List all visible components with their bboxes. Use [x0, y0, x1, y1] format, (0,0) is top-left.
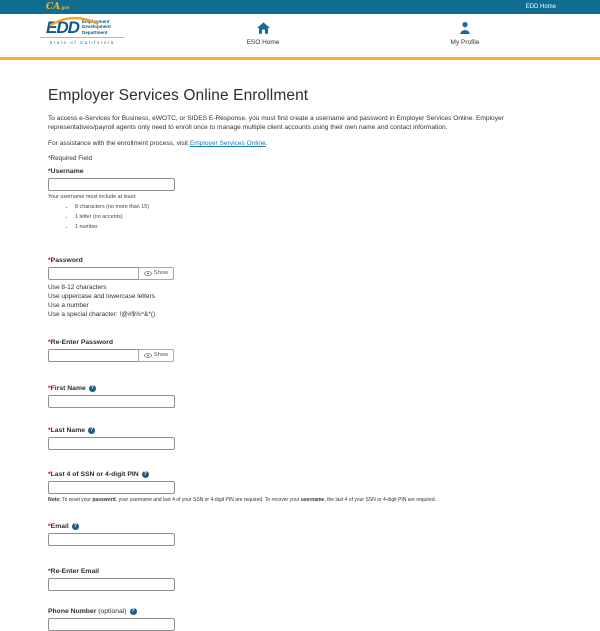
home-icon: [257, 21, 270, 34]
reenter-email-label-text: Re-Enter Email: [50, 567, 100, 575]
required-asterisk: *: [48, 168, 51, 176]
username-input[interactable]: [48, 178, 175, 191]
gov-topbar: [0, 0, 600, 14]
password-label: [48, 257, 555, 264]
edd-logo[interactable]: [40, 19, 124, 45]
username-label: [48, 168, 555, 175]
last-name-label: [48, 427, 555, 434]
assistance-prefix: For assistance with the enrollment process, visit: [48, 140, 190, 148]
username-rule: • 1 number: [75, 224, 555, 230]
edd-state-line: State of California: [40, 37, 124, 45]
ssn-pin-field-group: [48, 471, 555, 503]
email-label: [48, 523, 555, 530]
username-rules-list: [75, 204, 555, 229]
ca-gov-logo[interactable]: [46, 1, 69, 14]
required-asterisk: *: [48, 338, 51, 346]
note-text: , the last 4 of your SSN or 4-digit PIN are required.: [324, 496, 437, 503]
edd-acronym: EDD: [46, 18, 79, 38]
ca-gov-logo-gov: .gov: [60, 4, 70, 10]
required-asterisk: *: [48, 426, 51, 434]
ssn-pin-label: [48, 471, 555, 478]
nav-my-profile-label: My Profile: [450, 39, 480, 46]
username-field-group: [48, 168, 555, 229]
username-rule: • 1 letter (no accents): [75, 214, 555, 220]
username-label-text: Username: [50, 168, 84, 176]
reenter-password-field-group: [48, 339, 555, 362]
assistance-paragraph: [48, 139, 555, 148]
required-asterisk: *: [48, 470, 51, 478]
required-asterisk: *: [48, 155, 51, 163]
phone-help-icon[interactable]: ?: [131, 607, 135, 614]
password-rule: Use a special character: !@#$%^&*(): [48, 310, 156, 318]
first-name-label-text: First Name: [50, 384, 86, 392]
ssn-pin-note: [48, 497, 555, 503]
site-header: [0, 14, 600, 57]
reenter-password-label: [48, 339, 555, 346]
nav-eso-home[interactable]: [228, 21, 298, 46]
edd-dept-line3: Department: [81, 29, 108, 35]
password-rule: Use a number: [48, 301, 89, 309]
reenter-email-input[interactable]: [48, 578, 175, 591]
edd-dept-line2: Development: [81, 24, 111, 30]
phone-input[interactable]: [48, 618, 175, 631]
password-label-text: Password: [50, 256, 83, 264]
reenter-email-label: [48, 568, 555, 575]
first-name-label: [48, 385, 555, 392]
ssn-pin-label-text: Last 4 of SSN or 4-digit PIN: [50, 470, 139, 478]
reenter-password-show-button[interactable]: [138, 349, 174, 362]
page-title: Employer Services Online Enrollment: [48, 87, 309, 104]
nav-eso-home-label: ESO Home: [246, 39, 280, 46]
username-hint: Your username must include at least:: [48, 194, 137, 201]
password-field-group: [48, 257, 555, 319]
ssn-pin-help-icon[interactable]: ?: [143, 470, 147, 477]
phone-label-text: Phone Number: [48, 607, 97, 615]
note-bold: Note:: [48, 496, 61, 503]
email-help-icon[interactable]: ?: [73, 522, 77, 529]
note-text: , your username and last 4 of your SSN or 4-digit PIN are required. To recover your: [115, 496, 301, 503]
ssn-pin-input[interactable]: [48, 481, 175, 494]
required-asterisk: *: [48, 256, 51, 264]
password-rule: Use 8-12 characters: [48, 283, 107, 291]
first-name-help-icon[interactable]: ?: [90, 384, 94, 391]
eye-icon: [144, 353, 152, 358]
phone-label: [48, 608, 555, 615]
password-show-label: Show: [153, 270, 169, 277]
ca-gov-logo-ca: CA: [46, 1, 61, 12]
required-asterisk: *: [48, 522, 51, 530]
reenter-email-field-group: [48, 568, 555, 591]
last-name-field-group: [48, 427, 555, 450]
edd-dept-line1: Employment: [81, 19, 110, 24]
required-field-note: [48, 155, 555, 162]
password-show-button[interactable]: [138, 267, 174, 280]
edd-home-link[interactable]: EDD Home: [525, 4, 556, 10]
required-asterisk: *: [48, 384, 51, 392]
note-bold: password: [92, 496, 116, 503]
main-content: [0, 60, 600, 631]
reenter-password-show-label: Show: [153, 352, 169, 359]
edd-logo-arc: [48, 16, 100, 27]
eye-icon: [144, 271, 152, 276]
email-label-text: Email: [50, 522, 69, 530]
required-field-label: Required Field: [50, 155, 93, 163]
profile-icon: [460, 21, 470, 34]
employer-services-online-link[interactable]: Employer Services Online: [189, 140, 266, 148]
nav-my-profile[interactable]: [430, 21, 500, 46]
password-rule: Use uppercase and lowercase letters: [48, 292, 155, 300]
phone-optional-label: (optional): [98, 607, 127, 615]
email-field-group: [48, 523, 555, 546]
username-rule: • 8 characters (no more than 15): [75, 204, 555, 210]
assistance-suffix: .: [265, 140, 268, 148]
last-name-help-icon[interactable]: ?: [89, 426, 94, 433]
email-input[interactable]: [48, 533, 175, 546]
password-rules: [48, 283, 555, 319]
first-name-field-group: [48, 385, 555, 408]
reenter-password-input[interactable]: [48, 349, 139, 362]
reenter-password-label-text: Re-Enter Password: [50, 338, 113, 346]
phone-field-group: [48, 608, 555, 631]
password-input[interactable]: [48, 267, 139, 280]
last-name-input[interactable]: [48, 437, 175, 450]
first-name-input[interactable]: [48, 395, 175, 408]
intro-paragraph: To access e-Services for Business, eWOTC, or SIDES E-Response, you must first create a username and password in Employer Services Online. Employer representatives/payroll agents only need to enroll once to manage multiple client accounts using their own name and contact information.: [48, 115, 504, 132]
required-asterisk: *: [48, 567, 51, 575]
last-name-label-text: Last Name: [50, 426, 86, 434]
note-text: To reset your: [60, 496, 93, 503]
note-bold: username: [300, 496, 325, 503]
